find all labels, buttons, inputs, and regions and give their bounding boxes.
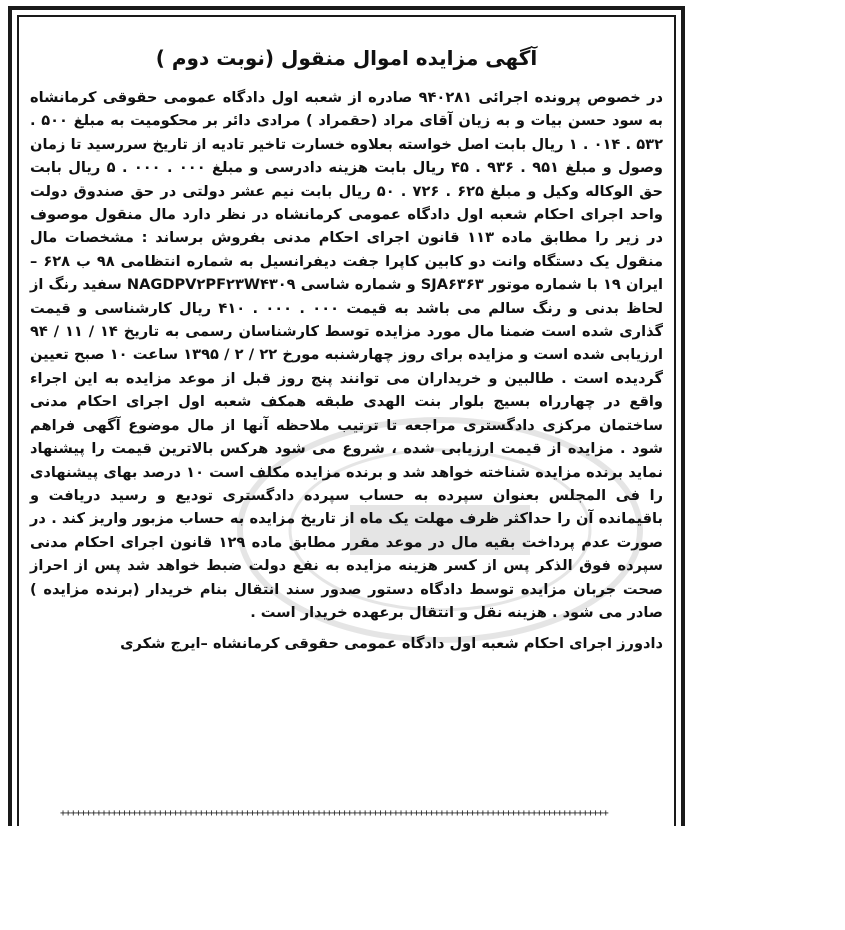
notice-signature: دادورز اجرای احکام شعبه اول دادگاه عمومی حقوقی کرمانشاه –ایرج شکری bbox=[120, 635, 663, 653]
notice-content bbox=[30, 44, 663, 656]
notice-title: آگهی مزایده اموال منقول (نوبت دوم ) bbox=[155, 46, 538, 70]
notice-body: در خصوص پرونده اجرائی ۹۴۰۲۸۱ صادره از شعبه اول دادگاه عمومی حقوقی کرمانشاه به سود حسن بیات و به زیان آقای مراد (حقمراد ) مرادی دائر بر محکومیت به مبلغ ۵۰۰ . ۵۳۲ . ۰۱۴ . ۱ ریال بابت اصل خواسته بعلاوه خسارت تاخیر تادیه از تاریخ سررسید تا زمان وصول و مبلغ ۹۵۱ . ۹۳۶ . ۴۵ ریال بابت هزینه دادرسی و مبلغ ۰۰۰ . ۰۰۰ . ۵ ریال بابت حق الوکاله وکیل و مبلغ ۶۲۵ . ۷۲۶ . ۵۰ ریال بابت نیم عشر دولتی در حق صندوق دولت واحد اجرای احکام شعبه اول دادگاه عمومی کرمانشاه در نظر دارد مال منقول موصوف در زیر را مطابق ماده ۱۱۳ قانون اجرای احکام مدنی بفروش برساند : مشخصات مال منقول یک دستگاه وانت دو کابین کاپرا جفت دیفرانسیل به شماره انتظامی ۹۸ ب ۶۲۸ – ایران ۱۹ با شماره موتور SJA۶۳۶۳ و شماره شاسی NAGDPV۲PF۲۳W۴۳۰۹ سفید رنگ از لحاظ بدنی و رنگ سالم می باشد به قیمت ۰۰۰ . ۰۰۰ . ۴۱۰ ریال کارشناسی و قیمت گذاری شده است ضمنا مال مورد مزایده توسط کارشناسان رسمی به تاریخ ۱۴ / ۱۱ / ۹۴ ارزیابی شده است و مزایده برای روز چهارشنبه مورخ ۲۲ / ۲ / ۱۳۹۵ ساعت ۱۰ صبح تعیین گردیده است . طالبین و خریداران می توانند پنج روز قبل از موعد مزایده به این اجراء واقع در چهارراه بسیج بلوار بنت الهدی طبقه همکف شعبه اول اجرای احکام مدنی ساختمان مرکزی دادگستری مراجعه تا ترتیب ملاحظه آنها از مال موضوع آگهی فراهم شود . مزایده از قیمت ارزیابی شده ، شروع می شود هرکس بالاترین قیمت را پیشنهاد نماید برنده مزایده شناخته خواهد شد و برنده مزایده مکلف است ۱۰ درصد بهای پیشنهادی را فی المجلس بعنوان سپرده به حساب سپرده دادگستری تودیع و رسید دریافت و باقیمانده آن را حداکثر ظرف مهلت یک ماه از تاریخ مزایده به حساب مزبور واریز کند . در صورت عدم پرداخت بقیه مال در موعد مقرر مطابق ماده ۱۲۹ قانون اجرای احکام مدنی سپرده فوق الذکر پس از کسر هزینه مزایده به نفع دولت ضبط خواهد شد پس از احراز صحت جربان مزایده توسط دادگاه دستور صدور سند انتقال بنام خریدار (برنده مزایده ) صادر می شود . هزینه نقل و انتقال برعهده خریدار است . bbox=[30, 89, 664, 621]
separator-line: +++++++++++++++++++++++++++++++++++++++++++++++++++++++++++++++++++++++++++++++++++++++++++++++++++++++++++ bbox=[60, 808, 608, 819]
